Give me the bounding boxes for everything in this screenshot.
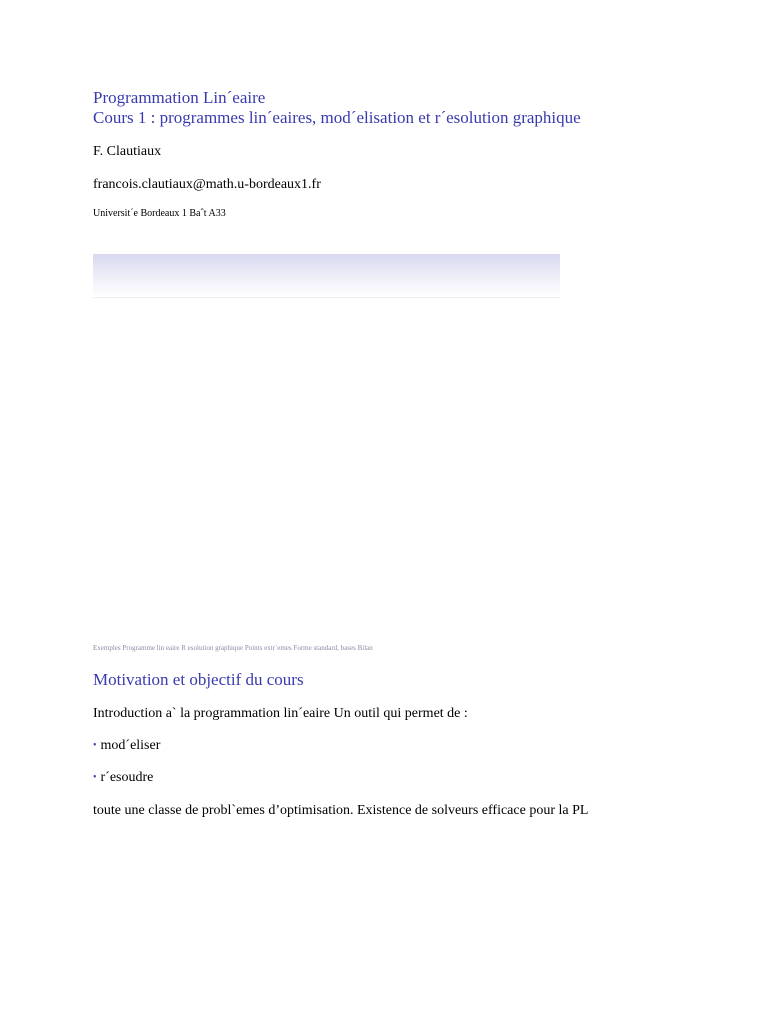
slide-header-band (93, 254, 560, 298)
slide-navigation-footer: Exemples Programme lin eaire R esolution graphique Points extr´emes Forme standard, bases Bilan (93, 644, 373, 652)
list-item-label: mod´eliser (100, 738, 161, 753)
document-title (93, 88, 581, 128)
section-intro: Introduction a` la programmation lin´eaire Un outil qui permet de : (93, 706, 468, 721)
list-item-label: r´esoudre (100, 770, 154, 785)
bullet-icon: • (93, 740, 97, 751)
title-line-1: Programmation Lin´eaire (93, 88, 266, 107)
section-closing: toute une classe de probl`emes d’optimisation. Existence de solveurs efficace pour la PL (93, 803, 589, 818)
author-affiliation: Universit´e Bordeaux 1 Baˆt A33 (93, 208, 226, 219)
bullet-icon: • (93, 772, 97, 783)
section-title: Motivation et objectif du cours (93, 670, 304, 689)
title-line-2: Cours 1 : programmes lin´eaires, mod´elisation et r´esolution graphique (93, 108, 581, 127)
list-item (93, 737, 160, 756)
author-name: F. Clautiaux (93, 144, 162, 159)
list-item (93, 769, 153, 788)
author-email: francois.clautiaux@math.u-bordeaux1.fr (93, 177, 321, 192)
